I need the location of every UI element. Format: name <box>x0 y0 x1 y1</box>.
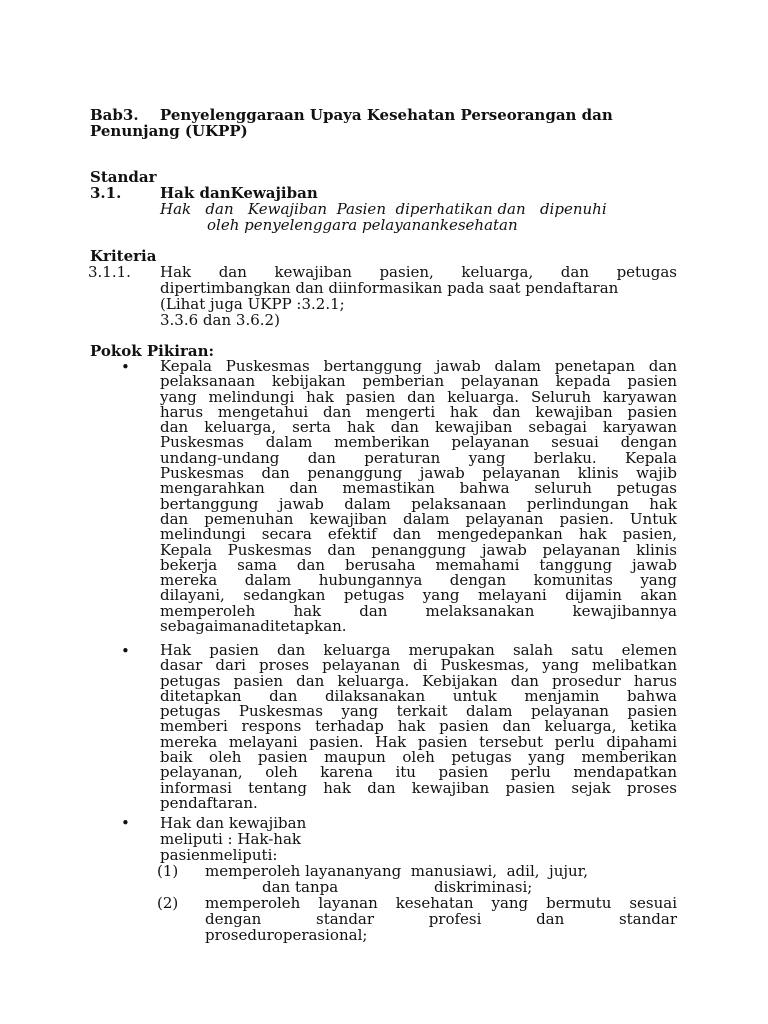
paragraph-line: yang melindungi hak pasien dan keluarga. Seluruh karyawan <box>160 387 677 406</box>
kriteria-number: 3.1.1. <box>88 263 131 281</box>
kriteria-line1: Hak dan kewajiban pasien, keluarga, dan petugas <box>160 263 677 281</box>
paragraph-line: mengarahkan dan memastikan bahwa seluruh petugas <box>160 479 677 498</box>
paragraph-line: Puskesmas dalam memberikan pelayanan sesuai dengan <box>160 433 677 452</box>
paragraph-line: bertanggung jawab dalam pelaksanaan perlindungan hak <box>160 494 677 513</box>
paragraph-line: pendaftaran. <box>160 793 258 812</box>
standar-desc-line2: oleh penyelenggara pelayanankesehatan <box>207 216 518 234</box>
bullet3-line3: pasienmeliputi: <box>160 846 278 864</box>
paragraph-line: mereka melayani pasien. Hak pasien tersebut perlu dipahami <box>160 732 677 751</box>
item-2-line3: proseduroperasional; <box>205 926 368 944</box>
item-1-line2b: diskriminasi; <box>434 878 533 896</box>
paragraph-line: bekerja sama dan berusaha memahami tanggung jawab <box>160 555 677 574</box>
chapter-label: Bab3. <box>90 106 139 124</box>
bullet-marker-3: • <box>121 814 130 832</box>
paragraph-line: baik oleh pasien maupun oleh petugas yang memberikan <box>160 748 677 767</box>
bullet-paragraph-1 <box>160 359 677 634</box>
item-number-1: (1) <box>157 862 179 880</box>
paragraph-line: Kepala Puskesmas bertanggung jawab dalam penetapan dan <box>160 357 677 375</box>
paragraph-line: informasi tentang hak dan kewajiban pasien sejak proses <box>160 778 677 797</box>
paragraph-line: dilayani, sedangkan petugas yang melayani dijamin akan <box>160 586 677 605</box>
standar-label: Standar <box>90 168 157 186</box>
item-2-line2: dengan standar profesi dan standar <box>205 910 677 928</box>
bullet-marker-1: • <box>121 358 130 376</box>
bullet3-line2: meliputi : Hak-hak <box>160 830 301 848</box>
kriteria-label: Kriteria <box>90 247 157 265</box>
item-2-line1: memperoleh layanan kesehatan yang bermutu sesuai <box>205 894 677 912</box>
bullet-paragraph-2 <box>160 643 677 811</box>
paragraph-line: undang-undang dan peraturan yang berlaku. Kepala <box>160 448 677 467</box>
chapter-title-line1: Penyelenggaraan Upaya Kesehatan Perseorangan dan <box>160 106 613 124</box>
paragraph-line: dan pemenuhan kewajiban dalam pelayanan pasien. Untuk <box>160 509 677 528</box>
kriteria-line2: dipertimbangkan dan diinformasikan pada saat pendaftaran <box>160 279 619 297</box>
bullet3-line1: Hak dan kewajiban <box>160 814 307 832</box>
paragraph-line: sebagaimanaditetapkan. <box>160 617 347 636</box>
paragraph-line: Hak pasien dan keluarga merupakan salah satu elemen <box>160 641 677 659</box>
paragraph-line: petugas pasien dan keluarga. Kebijakan dan prosedur harus <box>160 671 677 690</box>
paragraph-line: petugas Puskesmas yang terkait dalam pelayanan pasien <box>160 702 677 721</box>
kriteria-line4: 3.3.6 dan 3.6.2) <box>160 311 280 329</box>
paragraph-line: ditetapkan dan dilaksanakan untuk menjamin bahwa <box>160 686 677 705</box>
paragraph-line: dan keluarga, serta hak dan kewajiban sebagai karyawan <box>160 418 677 437</box>
paragraph-line: memperoleh hak dan melaksanakan kewajibannya <box>160 601 677 620</box>
pokok-label: Pokok Pikiran: <box>90 342 215 360</box>
item-1-line1: memperoleh layananyang manusiawi, adil, jujur, <box>205 862 588 880</box>
paragraph-line: harus mengetahui dan mengerti hak dan kewajiban pasien <box>160 402 677 421</box>
standar-title: Hak danKewajiban <box>160 184 318 202</box>
standar-desc-line1: Hak dan Kewajiban Pasien diperhatikan dan dipenuhi <box>160 200 607 218</box>
paragraph-line: Puskesmas dan penanggung jawab pelayanan klinis wajib <box>160 464 677 483</box>
standar-number: 3.1. <box>90 184 122 202</box>
paragraph-line: dasar dari proses pelayanan di Puskesmas, yang melibatkan <box>160 656 677 675</box>
paragraph-line: pelaksanaan kebijakan pemberian pelayanan kepada pasien <box>160 372 677 391</box>
item-number-2: (2) <box>157 894 179 912</box>
bullet-marker-2: • <box>121 642 130 660</box>
paragraph-line: memberi respons terhadap hak pasien dan keluarga, ketika <box>160 717 677 736</box>
paragraph-line: Kepala Puskesmas dan penanggung jawab pelayanan klinis <box>160 540 677 559</box>
item-1-line2a: dan tanpa <box>262 878 339 896</box>
paragraph-line: melindungi secara efektif dan mengedepankan hak pasien, <box>160 525 677 544</box>
chapter-title-line2: Penunjang (UKPP) <box>90 122 248 140</box>
kriteria-line3: (Lihat juga UKPP :3.2.1; <box>160 295 345 313</box>
paragraph-line: pelayanan, oleh karena itu pasien perlu mendapatkan <box>160 763 677 782</box>
paragraph-line: mereka dalam hubungannya dengan komunitas yang <box>160 571 677 590</box>
